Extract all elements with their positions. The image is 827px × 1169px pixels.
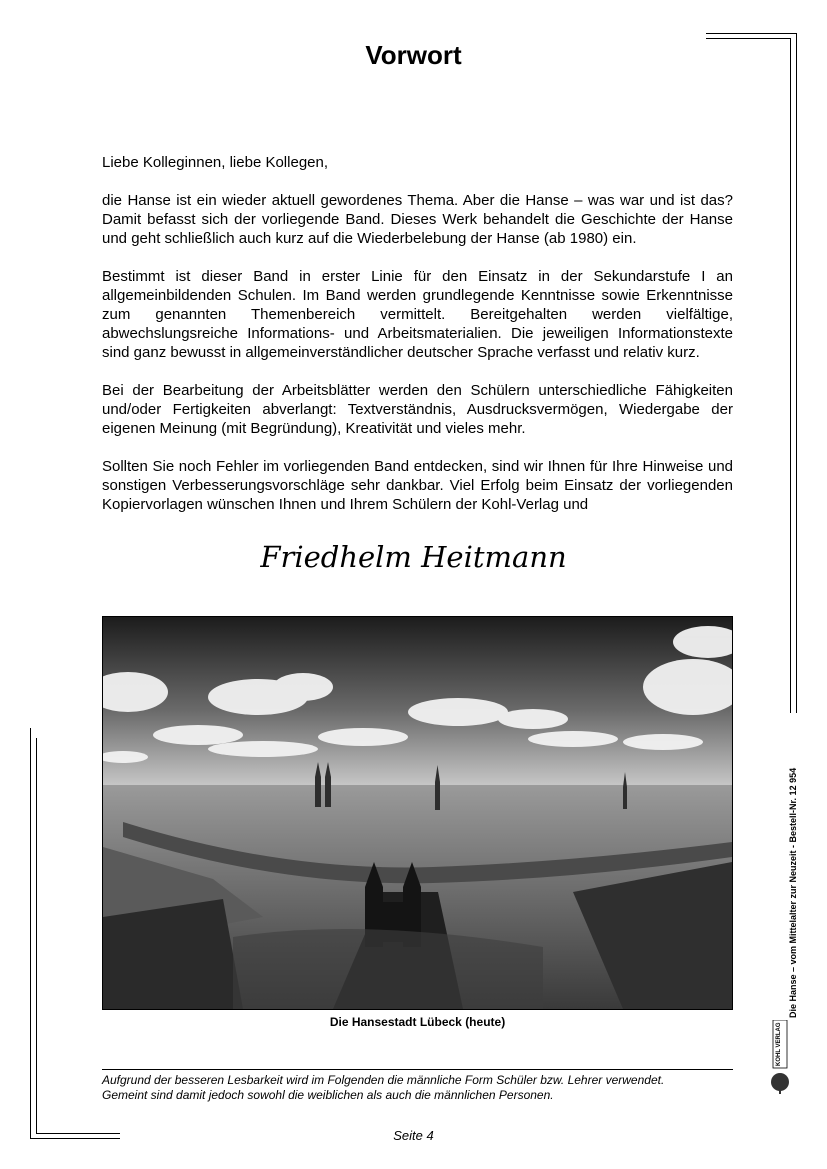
footnote-line-1: Aufgrund der besseren Lesbarkeit wird im Folgenden die männliche Form Schüler bzw. Lehrer verwendet. xyxy=(102,1073,665,1087)
frame-line-top-right-h1 xyxy=(706,33,796,34)
frame-line-bottom-left-v1 xyxy=(30,728,31,1138)
publisher-logo-text: KOHL VERLAG xyxy=(776,1022,782,1066)
frame-line-top-right-h2 xyxy=(706,38,791,39)
side-order-info: Die Hanse – vom Mittelalter zur Neuzeit - Bestell-Nr. 12 954 xyxy=(788,767,798,1018)
frame-line-top-right-v2 xyxy=(790,38,791,713)
paragraph-intro: die Hanse ist ein wieder aktuell gewordenes Thema. Aber die Hanse – was war und ist das? Damit befasst sich der vorliegende Band. Dieses Werk behandelt die Geschichte der Hanse und geht schließlich auch kurz auf die Wiederbelebung der Hanse (ab 1980) ein. xyxy=(102,192,733,247)
footnote-divider xyxy=(102,1069,733,1070)
frame-line-bottom-left-v2 xyxy=(36,738,37,1133)
paragraph-target-audience: Bestimmt ist dieser Band in erster Linie für den Einsatz in der Sekundarstufe I an allgemeinbildenden Schulen. Im Band werden grundlegende Kenntnisse sowie Erkenntnisse zum genannten Themenbereich vermittelt. Bereitgehalten werden vielfältige, abwechslungsreiche Informations- und Arbeitsmaterialien. Die jeweiligen Informationstexte sind ganz bewusst in allgemeinverständlicher deutscher Sprache verfasst und relativ kurz. xyxy=(102,268,733,361)
page-title: Vorwort xyxy=(365,40,462,70)
greeting: Liebe Kolleginnen, liebe Kollegen, xyxy=(102,154,329,171)
footnote-line-2: Gemeint sind damit jedoch sowohl die weiblichen als auch die männlichen Personen. xyxy=(102,1088,554,1102)
page-number: Seite 4 xyxy=(393,1128,434,1143)
body-text xyxy=(102,153,733,533)
author-signature: Friedhelm Heitmann xyxy=(260,540,567,574)
publisher-logo xyxy=(768,1020,794,1096)
luebeck-photo xyxy=(102,616,733,1010)
frame-line-top-right-v1 xyxy=(796,33,797,713)
paragraph-skills: Bei der Bearbeitung der Arbeitsblätter werden den Schülern unterschiedliche Fähigkeiten und/oder Fertigkeiten abverlangt: Textverständnis, Ausdrucksvermögen, Wiedergabe der eigenen Meinung (mit Begründung), Kreativität und vieles mehr. xyxy=(102,382,733,437)
paragraph-closing: Sollten Sie noch Fehler im vorliegenden Band entdecken, sind wir Ihnen für Ihre Hinweise und sonstigen Verbesserungsvorschläge sehr dankbar. Viel Erfolg beim Einsatz der vorliegenden Kopiervorlagen wünschen Ihnen und Ihrem Schülern der Kohl-Verlag und xyxy=(102,458,733,513)
photo-caption: Die Hansestadt Lübeck (heute) xyxy=(329,1015,506,1029)
footnote xyxy=(102,1073,733,1103)
